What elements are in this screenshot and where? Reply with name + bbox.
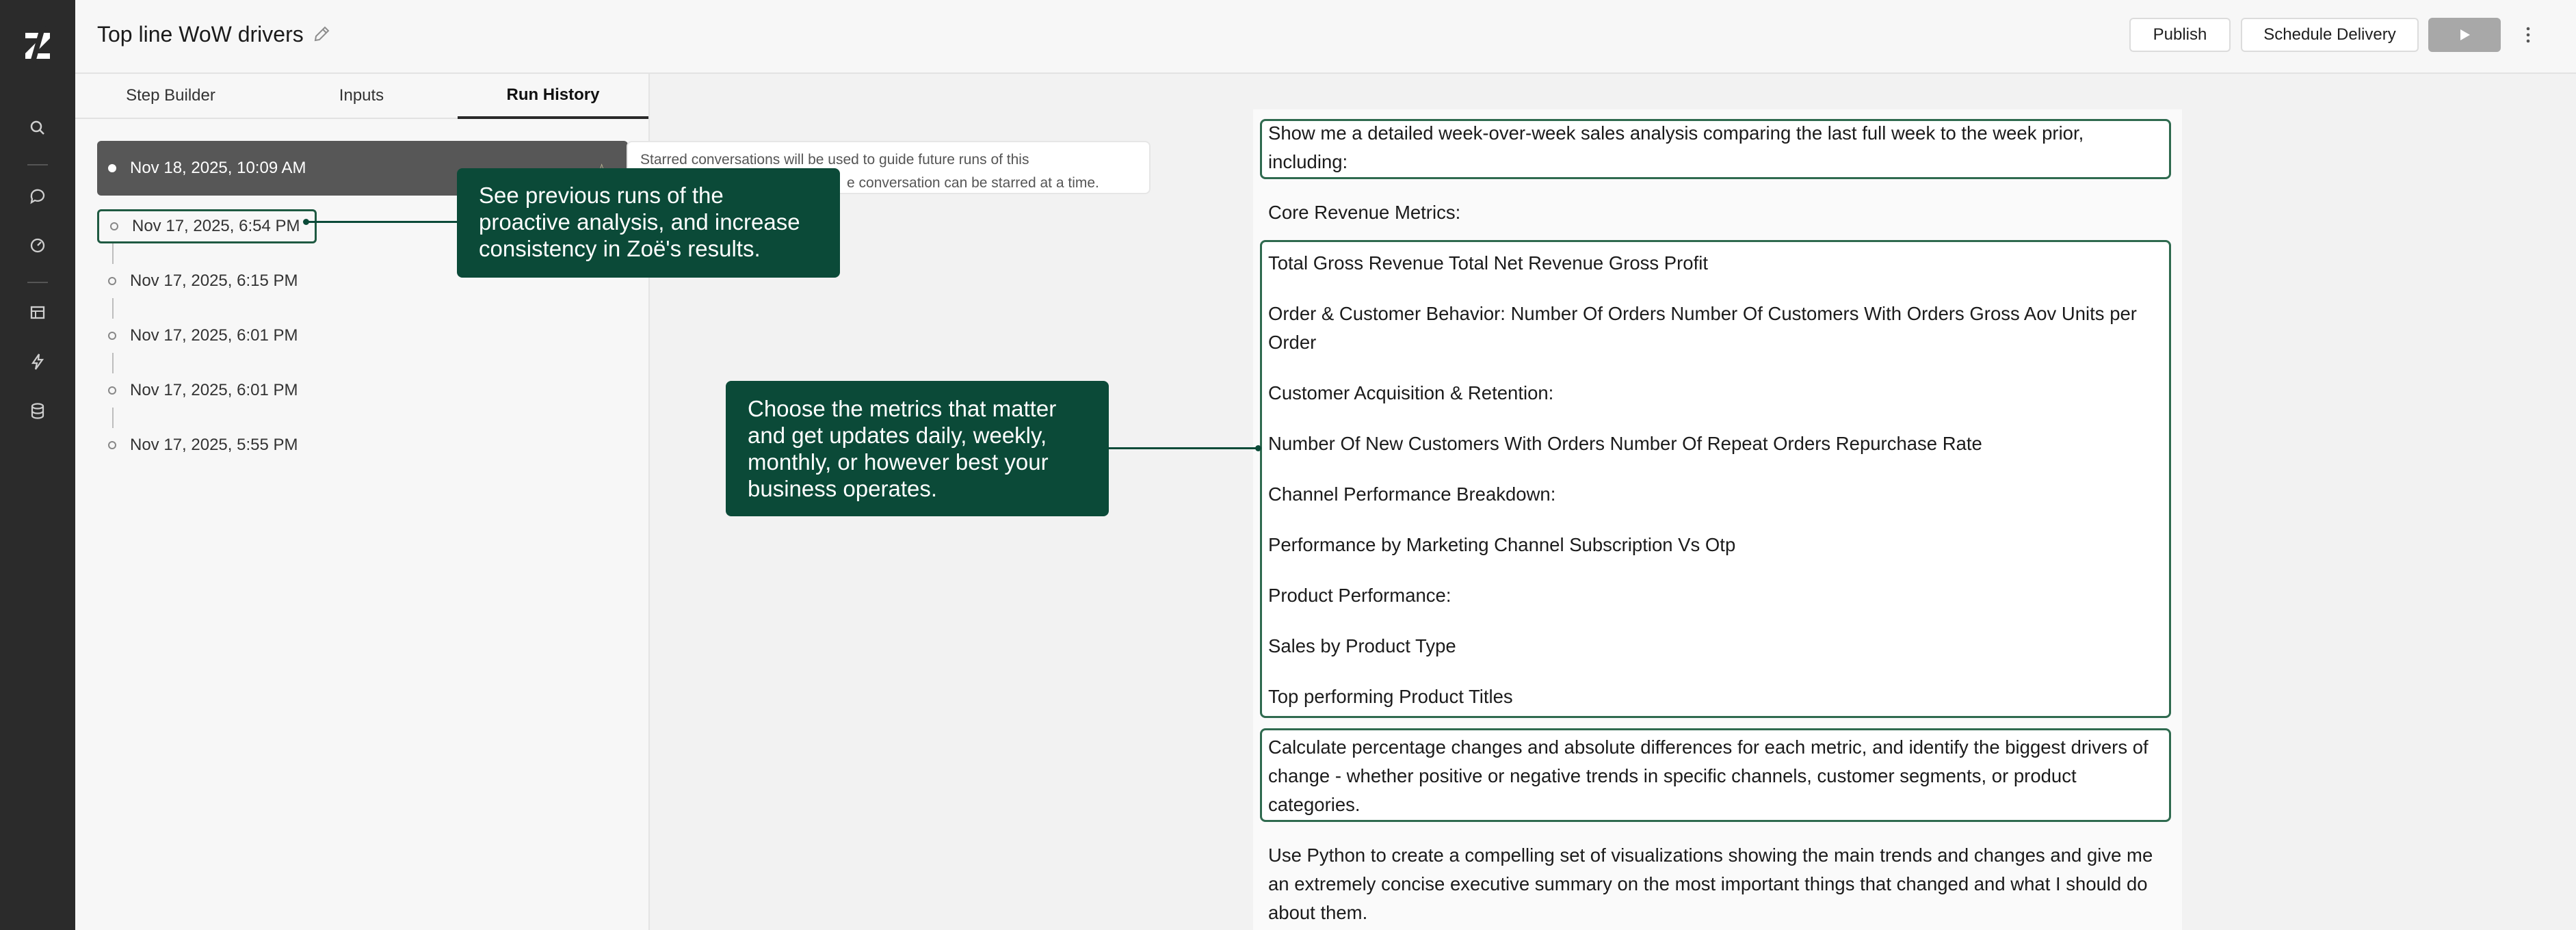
run-label: Nov 17, 2025, 5:55 PM (130, 436, 298, 454)
prompt-product-titles: Top performing Product Titles (1268, 686, 1513, 707)
prompt-product-type: Sales by Product Type (1268, 635, 1456, 656)
database-icon[interactable] (27, 401, 48, 421)
prompt-acq-metrics: Number Of New Customers With Orders Number Of Repeat Orders Repurchase Rate (1268, 433, 1982, 454)
run-button[interactable] (2428, 18, 2501, 52)
connector-line (1109, 447, 1257, 449)
tab-inputs[interactable]: Inputs (339, 86, 384, 105)
prompt-python: Use Python to create a compelling set of visualizations showing the main trends and changes and give me an extremely concise executive summary on the most important things that changed and what I should do about them. (1268, 845, 2153, 923)
timeline-line (112, 243, 114, 264)
connector-dot (1255, 445, 1261, 451)
prompt-product-heading: Product Performance: (1268, 585, 1451, 606)
edit-title-icon[interactable] (312, 25, 331, 44)
prompt-intro: Show me a detailed week-over-week sales analysis comparing the last full week to the week prior, including: (1268, 122, 2084, 172)
kebab-icon[interactable] (2524, 23, 2532, 46)
prompt-core-heading: Core Revenue Metrics: (1268, 202, 1461, 223)
prompt-channel-heading: Channel Performance Breakdown: (1268, 483, 1556, 505)
run-item[interactable] (97, 319, 298, 353)
run-label: Nov 17, 2025, 6:01 PM (130, 326, 298, 345)
run-item[interactable] (97, 264, 298, 298)
search-icon[interactable] (27, 118, 48, 138)
tab-bar (75, 74, 648, 119)
brand-logo[interactable] (20, 26, 55, 64)
rail-divider (27, 164, 48, 165)
tooltip-line: e conversation can be starred at a time. (847, 175, 1099, 191)
timeline-line (112, 408, 114, 428)
run-item[interactable] (97, 373, 298, 408)
run-label: Nov 17, 2025, 6:15 PM (130, 271, 298, 290)
tooltip-line: Starred conversations will be used to guide future runs of this (640, 152, 1029, 168)
gauge-icon[interactable] (27, 235, 48, 256)
publish-button[interactable]: Publish (2129, 18, 2231, 52)
run-dot (108, 386, 116, 395)
callout-metrics: Choose the metrics that matter and get updates daily, weekly, monthly, or however best your business operates. (726, 381, 1109, 516)
table-icon[interactable] (27, 302, 48, 323)
run-dot (108, 277, 116, 285)
schedule-delivery-button[interactable]: Schedule Delivery (2241, 18, 2419, 52)
bolt-icon[interactable] (27, 351, 48, 372)
run-item[interactable] (97, 428, 298, 462)
prompt-core-metrics: Total Gross Revenue Total Net Revenue Gross Profit (1268, 252, 1708, 274)
timeline-line (112, 298, 114, 319)
callout-run-history: See previous runs of the proactive analysis, and increase consistency in Zoë's results. (457, 168, 840, 278)
page-title: Top line WoW drivers (97, 22, 304, 46)
prompt-channel-metrics: Performance by Marketing Channel Subscription Vs Otp (1268, 534, 1736, 555)
connector-line (306, 221, 458, 223)
run-item-highlighted[interactable] (97, 209, 317, 243)
rail-divider (27, 282, 48, 283)
run-label: Nov 17, 2025, 6:01 PM (130, 381, 298, 399)
chat-icon[interactable] (27, 186, 48, 207)
run-label: Nov 18, 2025, 10:09 AM (130, 159, 306, 177)
prompt-acq-heading: Customer Acquisition & Retention: (1268, 382, 1554, 403)
run-dot (108, 164, 116, 172)
icon-rail (0, 0, 75, 930)
run-dot (108, 441, 116, 449)
run-dot (108, 332, 116, 340)
run-dot (110, 222, 118, 230)
top-bar (75, 0, 2576, 74)
prompt-order-behavior: Order & Customer Behavior: Number Of Orders Number Of Customers With Orders Gross Aov Units per Order (1268, 303, 2137, 353)
prompt-editor[interactable] (1253, 109, 2182, 930)
tab-run-history[interactable]: Run History (458, 74, 648, 119)
tab-step-builder[interactable]: Step Builder (126, 86, 215, 105)
timeline-line (112, 353, 114, 373)
run-label: Nov 17, 2025, 6:54 PM (132, 217, 300, 235)
prompt-calculate: Calculate percentage changes and absolute differences for each metric, and identify the biggest drivers of change - whether positive or negative trends in specific channels, customer segments, or product categories. (1268, 736, 2148, 815)
play-icon (2457, 27, 2472, 42)
